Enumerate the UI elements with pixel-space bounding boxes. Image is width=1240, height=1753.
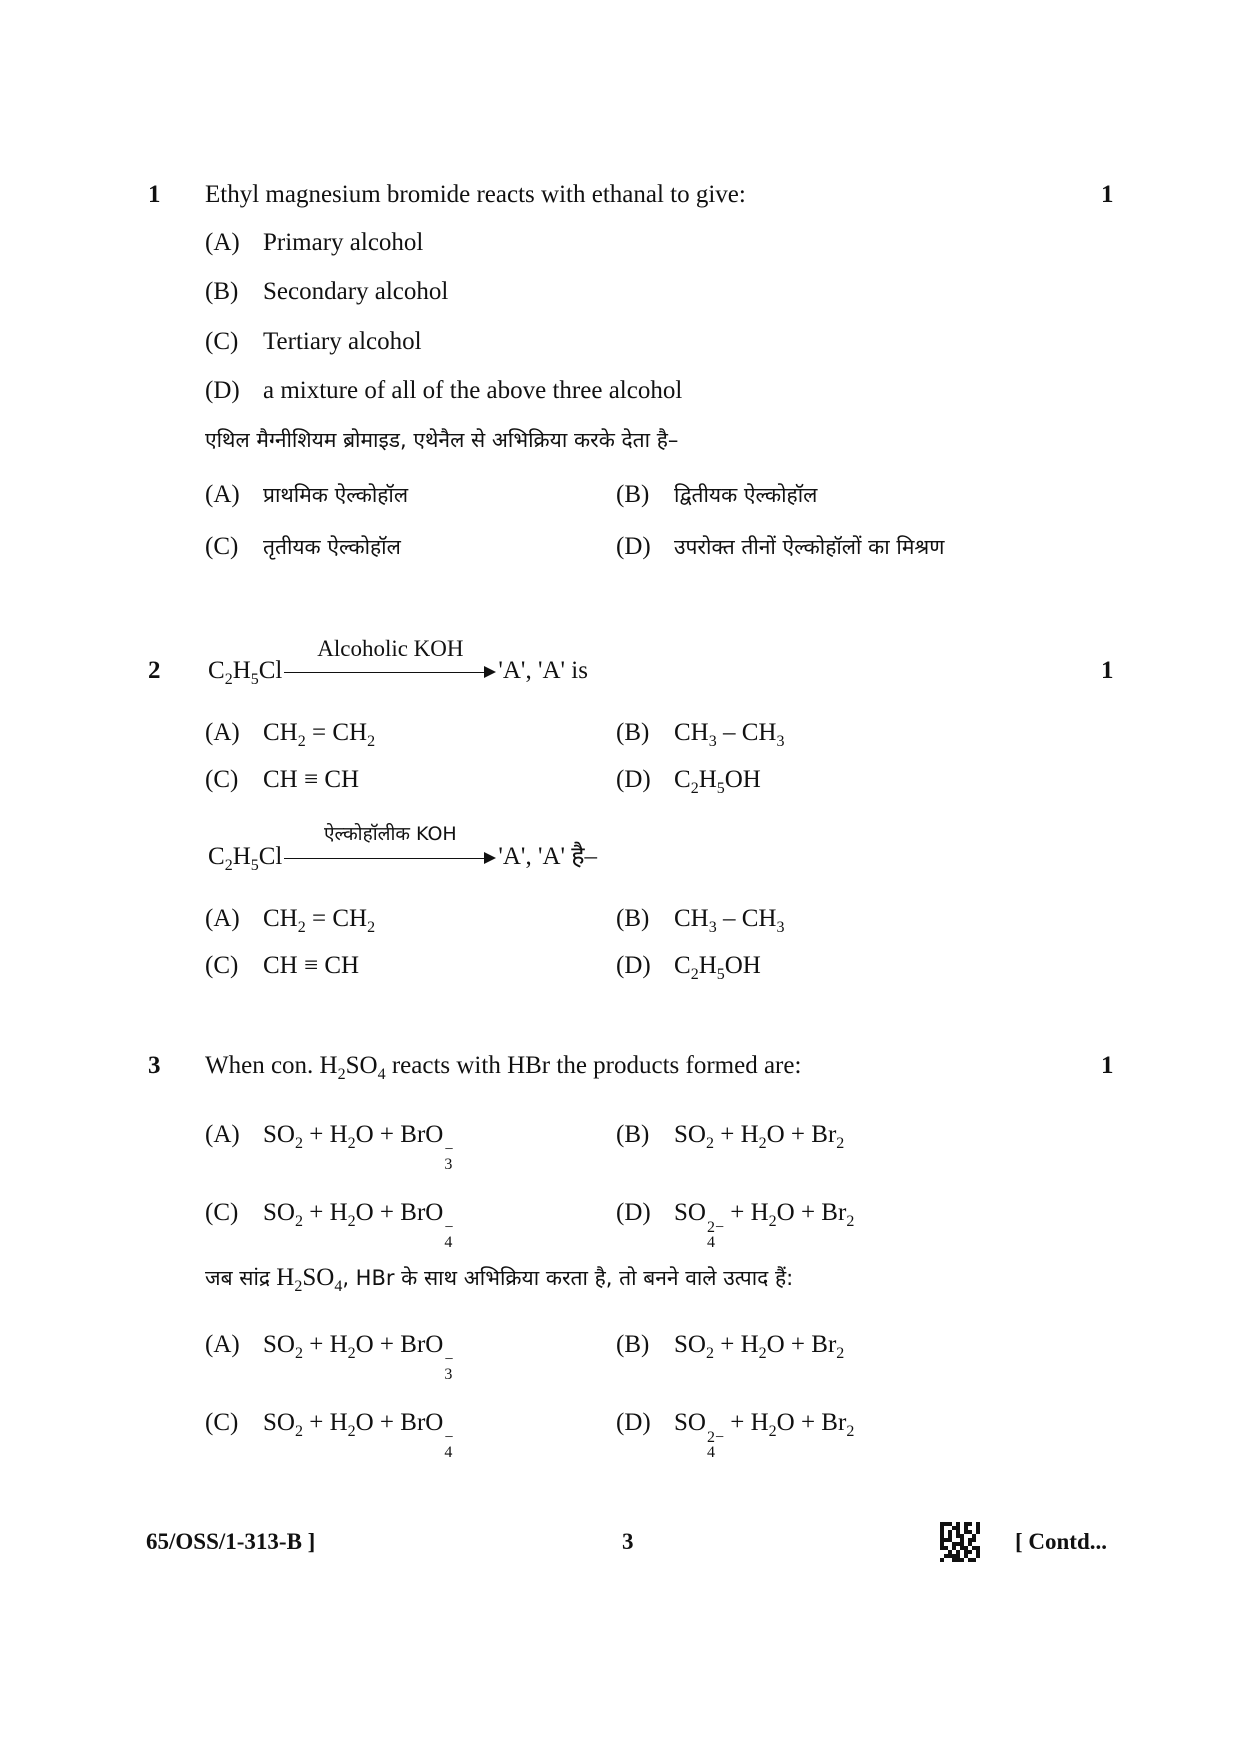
q2-number: 2	[148, 657, 161, 684]
q2-marks: 1	[1101, 657, 1114, 684]
q3-hindi-option-b: (B) $SO_2 + H_2O + Br_2$	[616, 1331, 845, 1362]
q3-option-c: (C) $SO_2 + H_2O$ + BrO − 4	[205, 1199, 454, 1251]
q2-reaction-english: $C_2H_5Cl$ Alcoholic KOH 'A', 'A' is	[208, 636, 588, 688]
q3-hindi-option-d: (D) SO 2− 4 + $H_2O + Br_2$	[616, 1409, 855, 1461]
q1-hindi-option-d: (D) उपरोक्त तीनों ऐल्कोहॉलों का मिश्रण	[616, 533, 945, 560]
q3-text: When con. $H_2SO_4$ reacts with HBr the products formed are:	[205, 1052, 802, 1083]
q2-hindi-option-a: (A) $CH_2 = CH_2$	[205, 905, 376, 936]
q1-hindi-option-a: (A) प्राथमिक ऐल्कोहॉल	[205, 481, 409, 508]
q3-option-a: (A) $SO_2 + H_2O$ + BrO − 3	[205, 1121, 454, 1173]
q2-hindi-option-b: (B) $CH_3 - CH_3$	[616, 905, 785, 936]
q3-number: 3	[148, 1052, 161, 1079]
q3-option-b: (B) $SO_2 + H_2O + Br_2$	[616, 1121, 845, 1152]
q1-hindi-option-b: (B) द्वितीयक ऐल्कोहॉल	[616, 481, 818, 508]
q1-option-d: (D) a mixture of all of the above three alcohol	[205, 377, 683, 404]
q3-hindi-option-a: (A) $SO_2 + H_2O$ + BrO − 3	[205, 1331, 454, 1383]
q1-text: Ethyl magnesium bromide reacts with ethanal to give:	[205, 181, 746, 208]
reaction-arrow: Alcoholic KOH	[284, 661, 496, 683]
q2-option-b: (B) $CH_3 - CH_3$	[616, 719, 785, 750]
q1-hindi-option-c: (C) तृतीयक ऐल्कोहॉल	[205, 533, 401, 560]
q1-marks: 1	[1101, 181, 1114, 208]
q2-option-c: (C) CH ≡ CH	[205, 766, 360, 793]
q1-option-c: (C) Tertiary alcohol	[205, 328, 422, 355]
qr-code-icon	[940, 1522, 980, 1562]
q3-marks: 1	[1101, 1052, 1114, 1079]
q2-option-a: (A) $CH_2 = CH_2$	[205, 719, 376, 750]
contd-label: [ Contd...	[1015, 1529, 1108, 1554]
paper-code: 65/OSS/1-313-B ]	[146, 1529, 316, 1554]
q1-number: 1	[148, 181, 161, 208]
reaction-arrow-hindi: ऐल्कोहॉलीक KOH	[284, 847, 496, 869]
q2-hindi-option-d: (D) $C_2H_5OH$	[616, 952, 761, 983]
q2-option-d: (D) $C_2H_5OH$	[616, 766, 761, 797]
q3-option-d: (D) SO 2− 4 + $H_2O + Br_2$	[616, 1199, 855, 1251]
q1-option-a: (A) Primary alcohol	[205, 229, 424, 256]
q2-reaction-hindi: $C_2H_5Cl$ ऐल्कोहॉलीक KOH 'A', 'A' है–	[208, 823, 598, 874]
q2-hindi-option-c: (C) CH ≡ CH	[205, 952, 360, 979]
q1-option-b: (B) Secondary alcohol	[205, 278, 449, 305]
q3-text-hindi: जब सांद्र $H_2SO_4$, HBr के साथ अभिक्रिया करता है, तो बनने वाले उत्पाद हैं:	[205, 1264, 794, 1295]
page-number: 3	[622, 1529, 634, 1554]
q2-reactant: $C_2H_5Cl$	[208, 657, 283, 688]
q1-text-hindi: एथिल मैग्नीशियम ब्रोमाइड, एथेनैल से अभिक्रिया करके देता है–	[205, 428, 679, 452]
q3-hindi-option-c: (C) $SO_2 + H_2O$ + BrO − 4	[205, 1409, 454, 1461]
